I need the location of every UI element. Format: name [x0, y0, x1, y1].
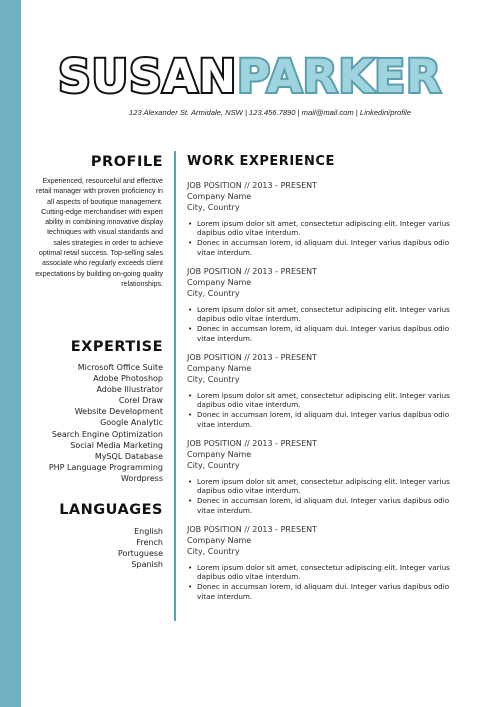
bullet-item: • Lorem ipsum dolor sit amet, consectetur adipiscing elit. Integer varius dapibus odio vitae interdum.	[188, 562, 450, 582]
job-bullets	[187, 305, 467, 344]
job-location: City, Country	[187, 461, 240, 471]
sidebar-accent-bar	[0, 0, 21, 707]
job-bullets	[187, 477, 467, 516]
bullet-item: • Donec in accumsan lorem, id aliquam dui. Integer varius dapibus odio vitae interdum.	[188, 410, 450, 429]
list-item: Corel Draw	[118, 396, 163, 406]
bullet-item: • Donec in accumsan lorem, id aliquam dui. Integer varius dapibus odio vitae interdum.	[188, 238, 450, 257]
list-item: Adobe Illustrator	[96, 385, 163, 395]
languages-list	[30, 526, 163, 570]
job-location: City, Country	[187, 203, 240, 213]
job-entry	[187, 180, 467, 258]
company-name: Company Name	[187, 450, 252, 460]
list-item: Social Media Marketing	[70, 440, 163, 450]
job-bullets	[187, 391, 467, 430]
bullet-item: • Lorem ipsum dolor sit amet, consectetur adipiscing elit. Integer varius dapibus odio vitae interdum.	[188, 390, 450, 410]
list-item: Search Engine Optimization	[51, 429, 163, 439]
work-heading: WORK EXPERIENCE	[187, 154, 335, 169]
profile-heading: PROFILE	[90, 154, 163, 170]
last-name: PARKER	[237, 50, 442, 103]
company-name: Company Name	[187, 364, 252, 374]
list-item: MySQL Database	[94, 451, 163, 461]
list-item: PHP Language Programming	[48, 462, 163, 472]
job-entry	[187, 524, 467, 602]
bullet-item: • Donec in accumsan lorem, id aliquam dui. Integer varius dapibus odio vitae interdum.	[188, 496, 450, 515]
job-entry	[187, 266, 467, 344]
list-item: English	[134, 527, 163, 536]
bullet-item: • Donec in accumsan lorem, id aliquam dui. Integer varius dapibus odio vitae interdum.	[188, 582, 450, 601]
profile-section	[30, 154, 163, 289]
contact-line: 123 Alexander St. Armidale, NSW | 123.456.7890 | mail@mail.com | Linkedin/profile	[129, 108, 411, 117]
list-item: Wordpress	[120, 473, 163, 483]
bullet-item: • Lorem ipsum dolor sit amet, consectetur adipiscing elit. Integer varius dapibus odio vitae interdum.	[188, 218, 450, 238]
list-item: Spanish	[131, 560, 163, 570]
job-title: JOB POSITION // 2013 - PRESENT	[187, 181, 318, 190]
job-title: JOB POSITION // 2013 - PRESENT	[187, 353, 318, 362]
job-title: JOB POSITION // 2013 - PRESENT	[187, 439, 318, 448]
bullet-item: • Lorem ipsum dolor sit amet, consectetur adipiscing elit. Integer varius dapibus odio vitae interdum.	[188, 476, 450, 496]
first-name: SUSAN	[58, 50, 238, 103]
company-name: Company Name	[187, 192, 252, 202]
expertise-section	[30, 339, 163, 484]
profile-text: Experienced, resourceful and effective retail manager with proven proficiency in all aspects of boutique management. Cutting-edge merchandiser with expert ability in combining innovative display techniques with visual standards and sales strategies in order to achieve optimal retail success. Top-selling sales associate who regularly exceeds client expectations by building on-going quality relationships.	[35, 177, 163, 288]
job-location: City, Country	[187, 547, 240, 557]
languages-section	[30, 502, 163, 570]
resume-name	[0, 52, 500, 102]
list-item: French	[136, 538, 163, 548]
job-bullets	[187, 219, 467, 258]
bullet-item: • Lorem ipsum dolor sit amet, consectetur adipiscing elit. Integer varius dapibus odio vitae interdum.	[188, 304, 450, 324]
list-item: Adobe Photoshop	[93, 374, 163, 384]
company-name: Company Name	[187, 536, 252, 546]
work-heading-wrap	[187, 154, 467, 169]
job-title: JOB POSITION // 2013 - PRESENT	[187, 267, 318, 276]
job-entry	[187, 352, 467, 430]
job-entry	[187, 438, 467, 516]
languages-heading: LANGUAGES	[59, 502, 163, 518]
job-location: City, Country	[187, 289, 240, 299]
company-name: Company Name	[187, 278, 252, 288]
list-item: Microsoft Office Suite	[77, 363, 163, 372]
column-divider	[174, 151, 176, 621]
expertise-heading: EXPERTISE	[70, 339, 163, 355]
expertise-list	[30, 362, 163, 484]
job-location: City, Country	[187, 375, 240, 385]
job-bullets	[187, 563, 467, 602]
bullet-item: • Donec in accumsan lorem, id aliquam dui. Integer varius dapibus odio vitae interdum.	[188, 324, 450, 343]
list-item: Google Analytic	[100, 418, 163, 428]
list-item: Portuguese	[117, 549, 163, 559]
job-title: JOB POSITION // 2013 - PRESENT	[187, 525, 318, 534]
list-item: Website Development	[74, 407, 163, 417]
